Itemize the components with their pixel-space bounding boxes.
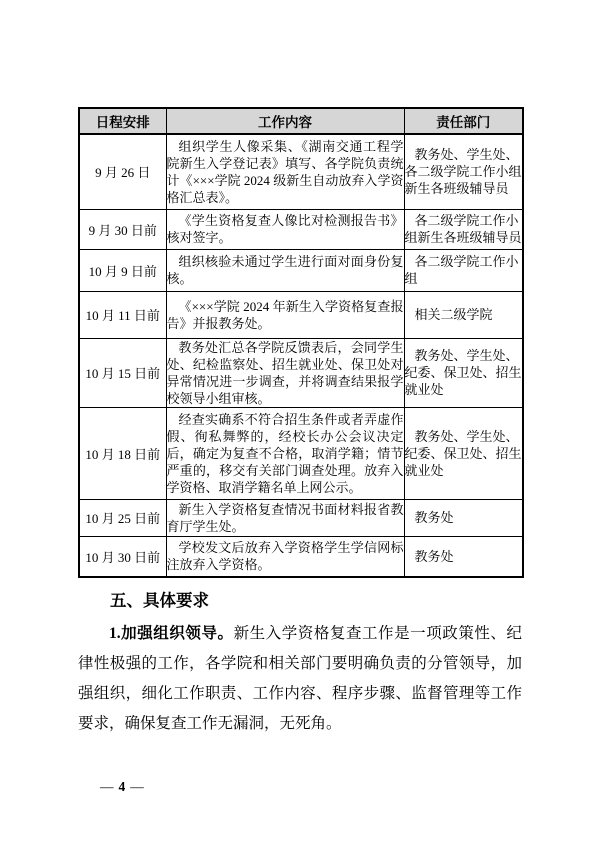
content-cell: 《学生资格复查人像比对检测报告书》核对签字。 — [166, 209, 404, 249]
date-cell: 10 月 25 日前 — [79, 499, 166, 536]
page-number — [100, 779, 145, 795]
content-cell: 新生入学资格复查情况书面材料报省教育厅学生处。 — [166, 499, 404, 536]
dept-cell: 教务处、学生处、各二级学院工作小组新生各班级辅导员 — [404, 134, 523, 209]
date-cell: 10 月 11 日前 — [79, 291, 166, 338]
content-cell: 学校发文后放弃入学资格学生学信网标注放弃入学资格。 — [166, 536, 404, 577]
content-cell: 组织学生人像采集、《湖南交通工程学院新生入学登记表》填写、各学院负责统计《×××学院 2024 级新生自动放弃入学资格汇总表》。 — [166, 134, 404, 209]
section-heading: 五、具体要求 — [110, 591, 209, 610]
schedule-table — [78, 107, 524, 578]
requirements-section — [78, 589, 522, 739]
dept-cell: 教务处 — [404, 536, 523, 577]
table-row — [79, 249, 523, 291]
column-header-responsible-dept: 责任部门 — [404, 108, 523, 134]
content-cell: 组织核验未通过学生进行面对面身份复核。 — [166, 249, 404, 291]
table-row — [79, 291, 523, 338]
dept-cell: 教务处 — [404, 499, 523, 536]
column-header-schedule: 日程安排 — [79, 108, 166, 134]
table-row — [79, 209, 523, 249]
footer-left-dash: — — [100, 779, 115, 794]
dept-cell: 各二级学院工作小组 — [404, 249, 523, 291]
content-cell: 《×××学院 2024 年新生入学资格复查报告》并报教务处。 — [166, 291, 404, 338]
footer-number: 4 — [118, 779, 127, 794]
footer-right-dash: — — [130, 779, 145, 794]
date-cell: 9 月 26 日 — [79, 134, 166, 209]
dept-cell: 相关二级学院 — [404, 291, 523, 338]
column-header-work-content: 工作内容 — [166, 108, 404, 134]
date-cell: 9 月 30 日前 — [79, 209, 166, 249]
table-row — [79, 536, 523, 577]
table-row — [79, 338, 523, 407]
date-cell: 10 月 18 日前 — [79, 407, 166, 499]
table-header-row — [79, 108, 523, 134]
dept-cell: 教务处、学生处、纪委、保卫处、招生就业处 — [404, 407, 523, 499]
section-paragraph — [78, 619, 522, 739]
table-row — [79, 407, 523, 499]
content-cell: 教务处汇总各学院反馈表后，会同学生处、纪检监察处、招生就业处、保卫处对异常情况进一步调查，并将调查结果报学校领导小组审核。 — [166, 339, 404, 406]
paragraph-lead: 1.加强组织领导。 — [109, 625, 234, 642]
content-cell: 经查实确系不符合招生条件或者弄虚作假、徇私舞弊的，经校长办公会议决定后，确定为复查不合格，取消学籍；情节严重的，移交有关部门调查处理。放弃入学资格、取消学籍名单上网公示。 — [166, 407, 404, 499]
dept-cell: 各二级学院工作小组新生各班级辅导员 — [404, 209, 523, 249]
date-cell: 10 月 30 日前 — [79, 536, 166, 577]
date-cell: 10 月 9 日前 — [79, 249, 166, 291]
paragraph-body: 新生入学资格复查工作是一项政策性、纪律性极强的工作，各学院和相关部门要明确负责的分管领导，加强组织，细化工作职责、工作内容、程序步骤、监督管理等工作要求，确保复查工作无漏洞，无死角。 — [78, 625, 522, 732]
table-row — [79, 134, 523, 209]
date-cell: 10 月 15 日前 — [79, 338, 166, 407]
dept-cell: 教务处、学生处、纪委、保卫处、招生就业处 — [404, 338, 523, 407]
table-row — [79, 499, 523, 536]
